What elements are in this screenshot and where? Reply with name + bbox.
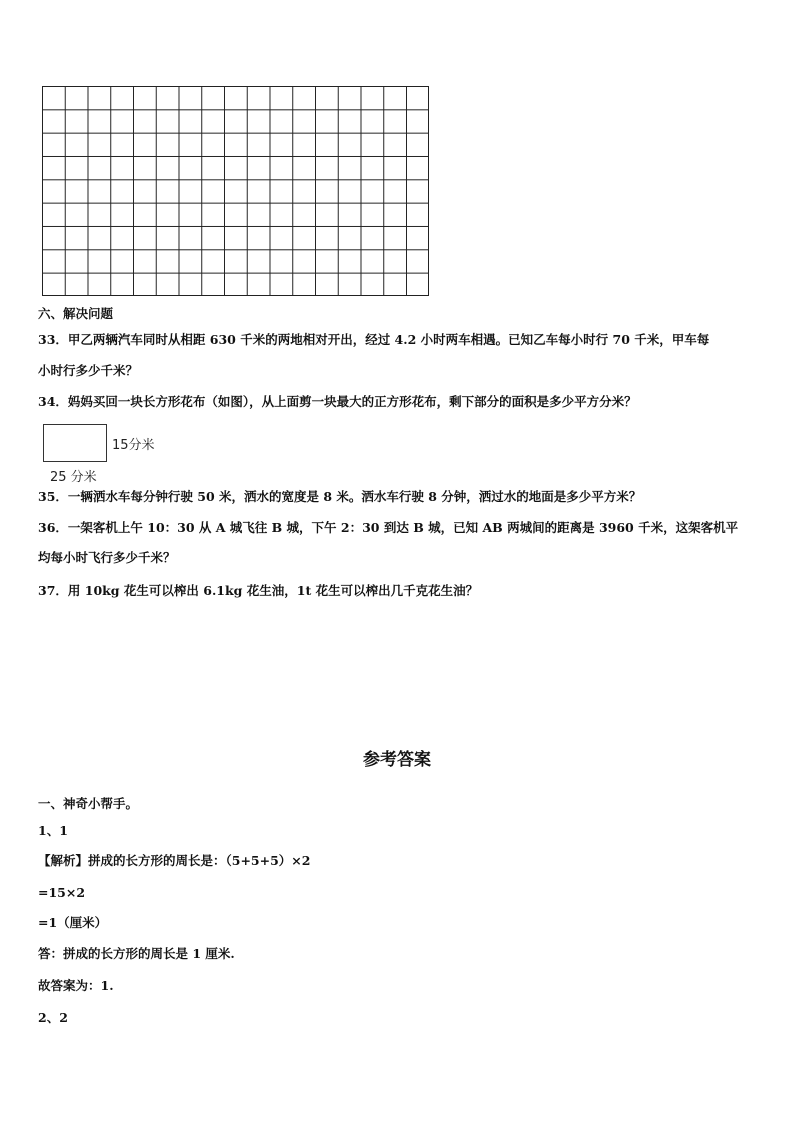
answer-1: 1、1 — [38, 823, 68, 838]
question-37: 37．用 10kg 花生可以榨出 6.1kg 花生油，1t 花生可以榨出几千克花生油？ — [38, 583, 479, 598]
answer-1-final: 故答案为：1. — [38, 978, 114, 993]
answer-1-analysis: 【解析】拼成的长方形的周长是：（5+5+5）×2 — [38, 853, 311, 868]
answer-2: 2、2 — [38, 1010, 68, 1025]
cloth-rectangle-figure — [43, 424, 107, 462]
answer-1-statement: 答：拼成的长方形的周长是 1 厘米. — [38, 946, 235, 961]
writing-grid — [42, 86, 429, 296]
answers-section-one: 一、神奇小帮手。 — [38, 796, 139, 811]
question-33-line2: 小时行多少千米？ — [38, 363, 139, 378]
answer-1-step2: =1（厘米） — [38, 915, 108, 930]
question-36-line2: 均每小时飞行多少千米？ — [38, 550, 176, 565]
question-34: 34．妈妈买回一块长方形花布（如图），从上面剪一块最大的正方形花布，剩下部分的面积是多少平方分米？ — [38, 394, 637, 409]
question-35: 35．一辆洒水车每分钟行驶 50 米，洒水的宽度是 8 米。洒水车行驶 8 分钟，洒过水的地面是多少平方米？ — [38, 489, 642, 504]
question-33-line1: 33．甲乙两辆汽车同时从相距 630 千米的两地相对开出，经过 4.2 小时两车相遇。已知乙车每小时行 70 千米，甲车每 — [38, 332, 710, 347]
question-36-line1: 36．一架客机上午 10：30 从 A 城飞往 B 城，下午 2：30 到达 B 城，已知 AB 两城间的距离是 3960 千米，这架客机平 — [38, 520, 739, 535]
answer-1-step1: =15×2 — [38, 885, 86, 900]
figure-width-label: 25 分米 — [50, 470, 97, 485]
section-six-title: 六、解决问题 — [38, 306, 114, 321]
figure-height-label: 15分米 — [112, 438, 155, 453]
answers-heading: 参考答案 — [363, 750, 431, 770]
